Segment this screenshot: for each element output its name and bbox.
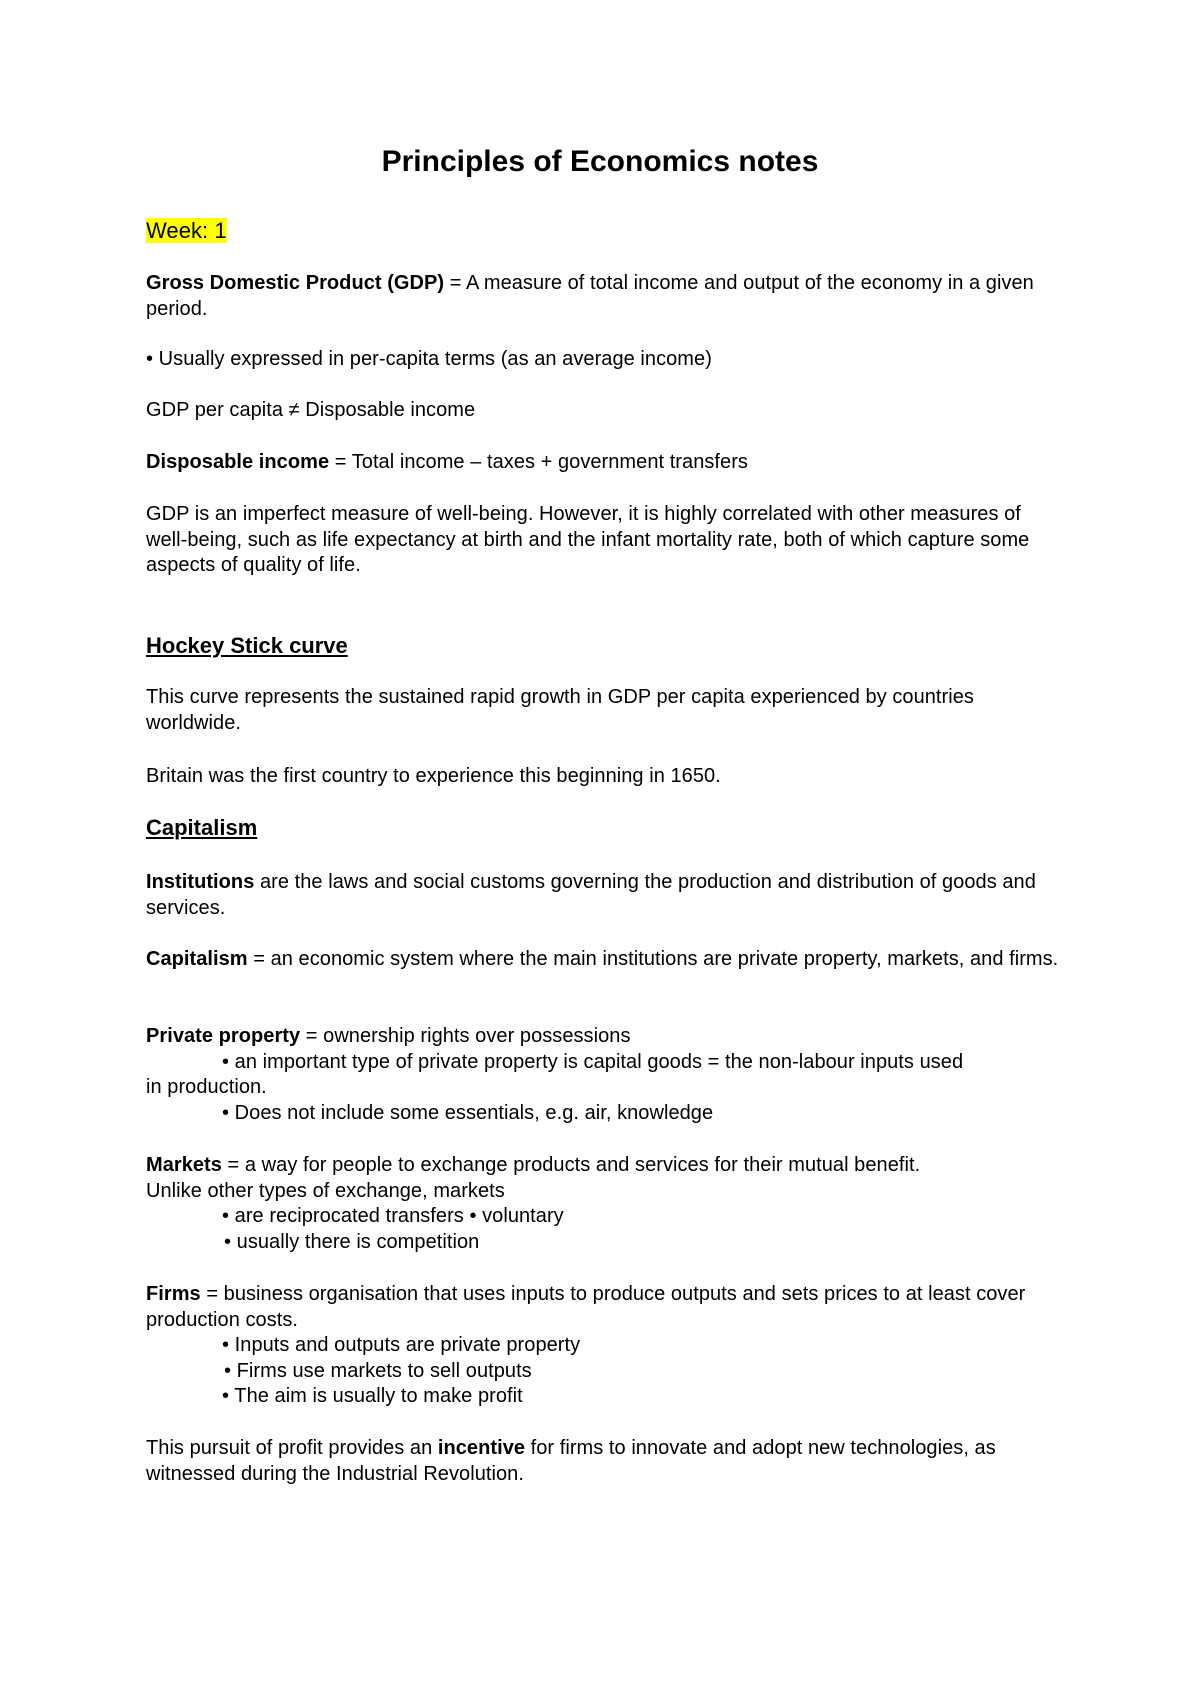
gdp-term: Gross Domestic Product (GDP): [146, 272, 445, 294]
hockey-stick-paragraph-1: This curve represents the sustained rapid growth in GDP per capita experienced by countries worldwide.: [146, 686, 974, 734]
disposable-income-definition: [146, 450, 1066, 476]
private-property-bullet-1: • an important type of private property is capital goods = the non-labour inputs used: [222, 1050, 964, 1073]
capitalism-definition-text: = an economic system where the main institutions are private property, markets, and firms.: [247, 948, 1059, 970]
markets-bullet-1: • are reciprocated transfers • voluntary: [222, 1205, 564, 1227]
hockey-stick-paragraph-2: Britain was the first country to experience this beginning in 1650.: [146, 765, 721, 787]
firms-definition: [146, 1282, 1066, 1333]
private-property-term: Private property: [146, 1025, 301, 1047]
gdp-vs-disposable: GDP per capita ≠ Disposable income: [146, 399, 476, 421]
week-label-line: [146, 218, 1066, 244]
firms-term: Firms: [146, 1283, 201, 1305]
profit-text-pre: This pursuit of profit provides an: [146, 1437, 438, 1459]
profit-incentive-paragraph: [146, 1436, 1066, 1487]
week-label: Week: 1: [146, 218, 227, 243]
private-property-definition-text: = ownership rights over possessions: [300, 1025, 631, 1047]
private-property-definition: [146, 1024, 1066, 1050]
capitalism-definition: [146, 947, 1066, 973]
gdp-definition: [146, 271, 1066, 322]
capitalism-term: Capitalism: [146, 948, 248, 970]
firms-bullet-1: • Inputs and outputs are private property: [222, 1334, 581, 1356]
institutions-definition-text: are the laws and social customs governing the production and distribution of goods and services.: [146, 871, 1036, 919]
private-property-block: [146, 1024, 1066, 1126]
firms-block: [146, 1282, 1066, 1410]
institutions-term: Institutions: [146, 871, 255, 893]
markets-definition-text: = a way for people to exchange products and services for their mutual benefit.: [221, 1154, 921, 1176]
incentive-term: incentive: [437, 1437, 526, 1459]
markets-line-2: Unlike other types of exchange, markets: [146, 1179, 505, 1202]
disposable-income-term: Disposable income: [146, 451, 330, 473]
gdp-definition-text: = A measure of total income and output of the economy in a given period.: [146, 272, 1034, 320]
private-property-bullet-1-cont: in production.: [146, 1076, 267, 1098]
private-property-bullet-2: • Does not include some essentials, e.g. air, knowledge: [222, 1101, 714, 1124]
gdp-bullet: • Usually expressed in per-capita terms (as an average income): [146, 348, 712, 370]
gdp-wellbeing-paragraph: GDP is an imperfect measure of well-being. However, it is highly correlated with other measures of well-being, such as life expectancy at birth and the infant mortality rate, both of which capture some aspects of quality of life.: [146, 503, 1030, 576]
firms-bullet-3: • The aim is usually to make profit: [222, 1385, 523, 1407]
profit-text-post: for firms to innovate and adopt new technologies, as witnessed during the Industrial Revolution.: [146, 1437, 996, 1485]
markets-term: Markets: [146, 1154, 222, 1176]
markets-definition: [146, 1153, 1066, 1179]
firms-bullet-2: • Firms use markets to sell outputs: [224, 1359, 532, 1382]
markets-block: [146, 1153, 1066, 1255]
institutions-definition: [146, 870, 1066, 921]
firms-definition-text: = business organisation that uses inputs to produce outputs and sets prices to at least cover production costs.: [146, 1283, 1026, 1331]
page-title: Principles of Economics notes: [381, 145, 819, 178]
disposable-income-definition-text: = Total income – taxes + government transfers: [329, 451, 748, 473]
markets-bullet-2: • usually there is competition: [224, 1230, 480, 1253]
hockey-stick-heading: Hockey Stick curve: [146, 633, 348, 658]
capitalism-heading: Capitalism: [146, 815, 258, 840]
